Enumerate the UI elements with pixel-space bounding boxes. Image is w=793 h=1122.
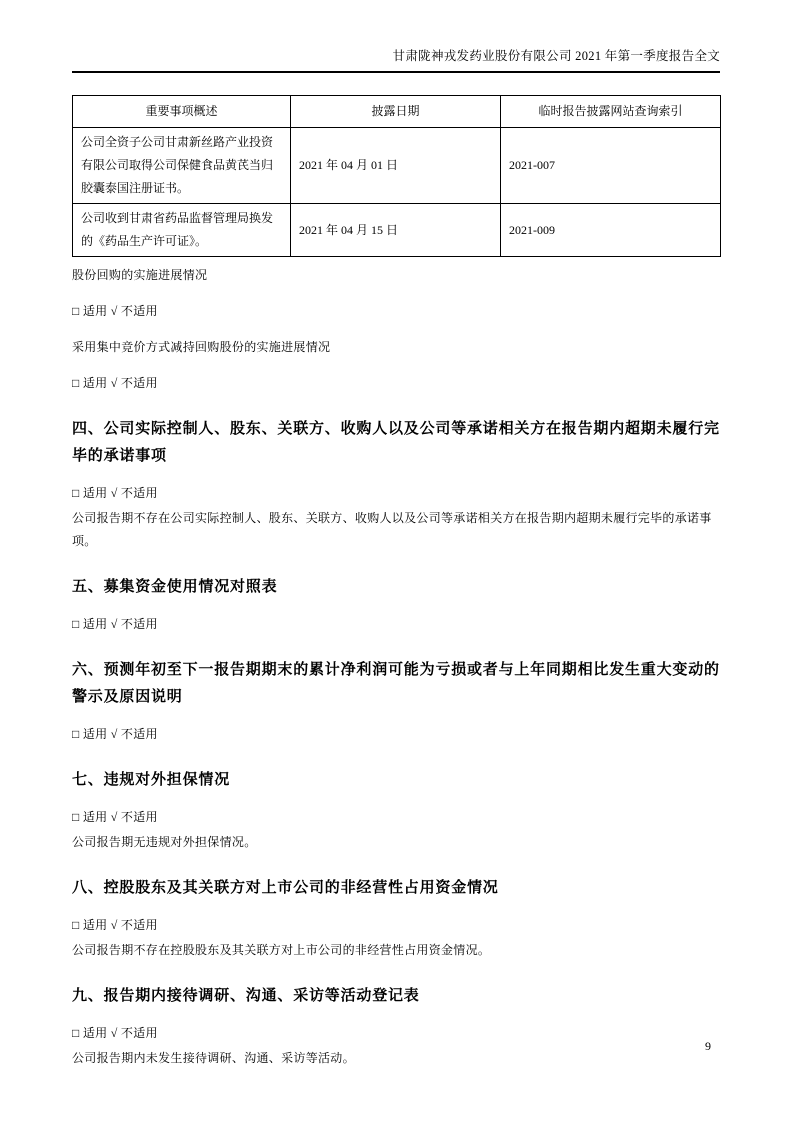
section-5-heading: 五、募集资金使用情况对照表	[72, 578, 278, 595]
table-row	[73, 204, 721, 257]
applicability-line: □ 适用 √ 不适用	[72, 304, 158, 318]
section-8-note: 公司报告期不存在控股股东及其关联方对上市公司的非经营性占用资金情况。	[72, 943, 491, 957]
section-8-heading: 八、控股股东及其关联方对上市公司的非经营性占用资金情况	[72, 879, 499, 896]
col-header-disclosure-date: 披露日期	[291, 96, 501, 128]
section-4-heading: 四、公司实际控制人、股东、关联方、收购人以及公司等承诺相关方在报告期内超期未履行完毕的承诺事项	[72, 420, 720, 464]
buyback-reduction-label: 采用集中竞价方式减持回购股份的实施进展情况	[72, 340, 331, 354]
applicability-line: □ 适用 √ 不适用	[72, 918, 158, 932]
website-index-cell: 2021-009	[501, 204, 721, 257]
section-7-note: 公司报告期无违规对外担保情况。	[72, 835, 257, 849]
col-header-website-index: 临时报告披露网站查询索引	[501, 96, 721, 128]
col-header-event-summary: 重要事项概述	[73, 96, 291, 128]
table-row	[73, 128, 721, 204]
report-title-header: 甘肃陇神戎发药业股份有限公司 2021 年第一季度报告全文	[72, 48, 720, 73]
event-summary-cell: 公司收到甘肃省药品监督管理局换发的《药品生产许可证》。	[73, 204, 291, 257]
disclosure-date-cell: 2021 年 04 月 01 日	[291, 128, 501, 204]
section-4-note: 公司报告期不存在公司实际控制人、股东、关联方、收购人以及公司等承诺相关方在报告期内超期未履行完毕的承诺事项。	[72, 511, 712, 548]
section-6-heading: 六、预测年初至下一报告期期末的累计净利润可能为亏损或者与上年同期相比发生重大变动的警示及原因说明	[72, 661, 720, 705]
important-events-table	[72, 95, 721, 257]
section-9-note: 公司报告期内未发生接待调研、沟通、采访等活动。	[72, 1051, 355, 1065]
applicability-line: □ 适用 √ 不适用	[72, 376, 158, 390]
page-number: 9	[705, 1039, 711, 1053]
applicability-line: □ 适用 √ 不适用	[72, 727, 158, 741]
website-index-cell: 2021-007	[501, 128, 721, 204]
section-7-heading: 七、违规对外担保情况	[72, 771, 231, 788]
applicability-line: □ 适用 √ 不适用	[72, 486, 158, 500]
section-9-heading: 九、报告期内接待调研、沟通、采访等活动登记表	[72, 987, 420, 1004]
event-summary-cell: 公司全资子公司甘肃新丝路产业投资有限公司取得公司保健食品黄芪当归胶囊泰国注册证书。	[73, 128, 291, 204]
applicability-line: □ 适用 √ 不适用	[72, 810, 158, 824]
table-header-row	[73, 96, 721, 128]
disclosure-date-cell: 2021 年 04 月 15 日	[291, 204, 501, 257]
buyback-progress-label: 股份回购的实施进展情况	[72, 268, 208, 282]
applicability-line: □ 适用 √ 不适用	[72, 617, 158, 631]
applicability-line: □ 适用 √ 不适用	[72, 1026, 158, 1040]
